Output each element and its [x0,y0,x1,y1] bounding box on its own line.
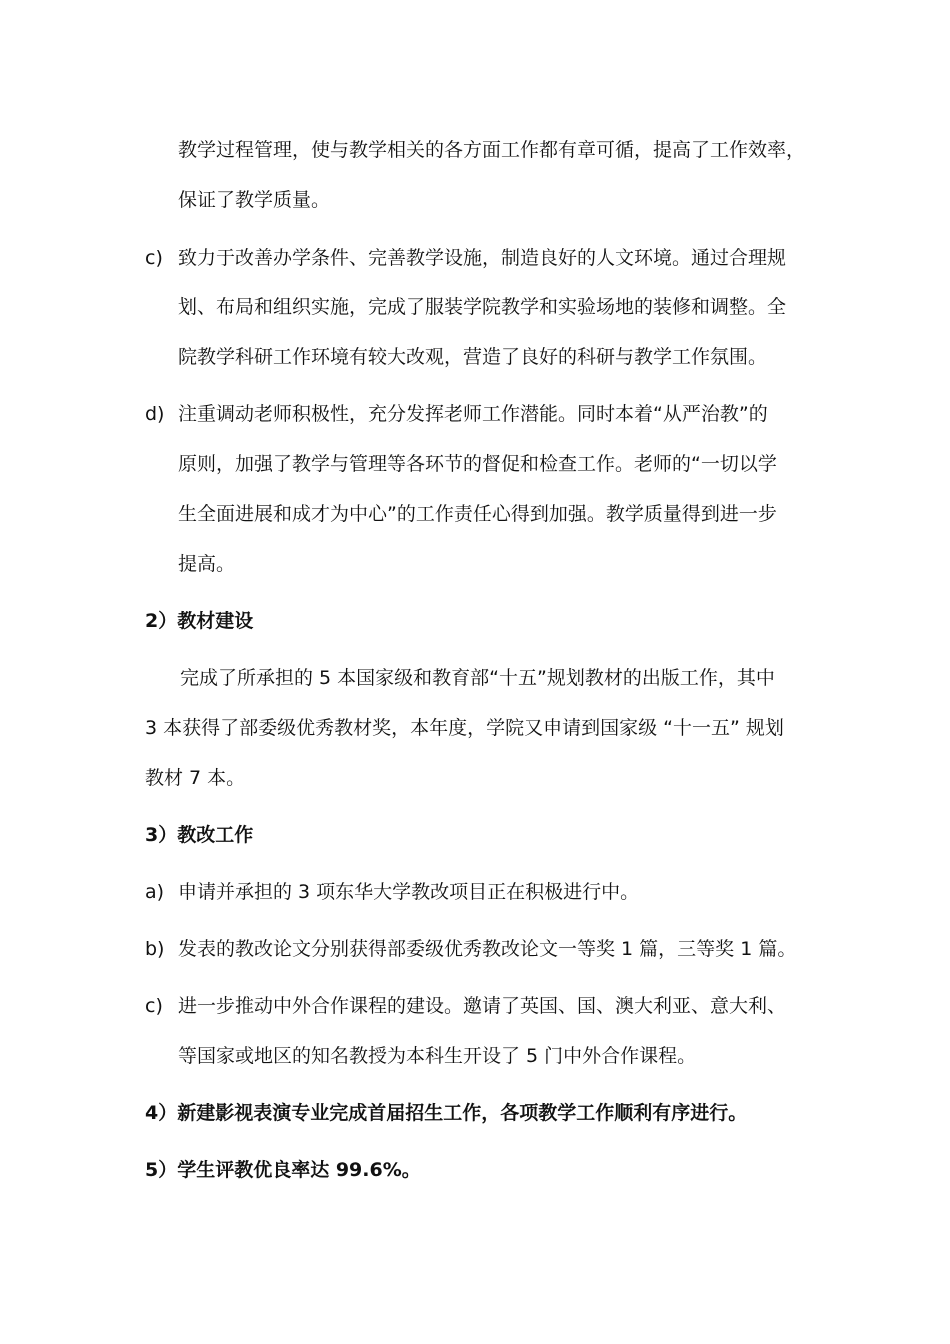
continuation-line-1: 教学过程管理，使与教学相关的各方面工作都有章可循，提高了工作效率， [178,139,806,161]
section-3-heading: 3）教改工作 [145,824,254,846]
item-d-marker: d) [145,403,165,425]
item-d-line-3: 生全面进展和成才为中心”的工作责任心得到加强。教学质量得到进一步 [178,503,777,525]
section-5-heading: 5）学生评教优良率达 99.6%。 [145,1159,421,1181]
section-3-item-b-text: 发表的教改论文分别获得部委级优秀教改论文一等奖 1 篇，三等奖 1 篇。 [178,938,797,960]
item-d-line-1: 注重调动老师积极性，充分发挥老师工作潜能。同时本着“从严治教”的 [178,403,768,425]
section-3-item-a-text: 申请并承担的 3 项东华大学教改项目正在积极进行中。 [178,881,640,903]
section-2-line-3: 教材 7 本。 [145,767,246,789]
section-2-line-2: 3 本获得了部委级优秀教材奖，本年度，学院又申请到国家级 “十一五” 规划 [145,717,784,739]
section-3-item-c-line-2: 等国家或地区的知名教授为本科生开设了 5 门中外合作课程。 [178,1045,697,1067]
item-c-marker: c) [145,247,163,269]
item-d-line-2: 原则，加强了教学与管理等各环节的督促和检查工作。老师的“一切以学 [178,453,777,475]
section-3-item-c-marker: c) [145,995,163,1017]
item-c-line-1: 致力于改善办学条件、完善教学设施，制造良好的人文环境。通过合理规 [178,247,787,269]
section-3-item-b-marker: b) [145,938,165,960]
section-2-line-1: 完成了所承担的 5 本国家级和教育部“十五”规划教材的出版工作，其中 [180,667,775,689]
section-3-item-a-marker: a) [145,881,165,903]
continuation-line-2: 保证了教学质量。 [178,189,331,211]
section-2-heading: 2）教材建设 [145,610,254,632]
item-c-line-2: 划、布局和组织实施，完成了服装学院教学和实验场地的装修和调整。全 [178,296,787,318]
section-4-heading: 4）新建影视表演专业完成首届招生工作，各项教学工作顺利有序进行。 [145,1102,748,1124]
item-c-line-3: 院教学科研工作环境有较大改观，营造了良好的科研与教学工作氛围。 [178,346,768,368]
section-3-item-c-line-1: 进一步推动中外合作课程的建设。邀请了英国、国、澳大利亚、意大利、 [178,995,787,1017]
item-d-line-4: 提高。 [178,553,236,575]
